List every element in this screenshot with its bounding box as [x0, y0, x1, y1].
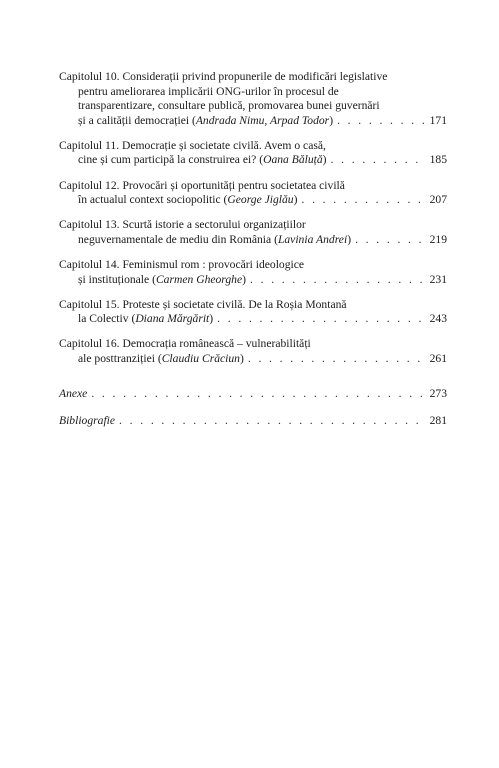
toc-entry-close-paren: ) — [329, 113, 334, 127]
toc-entry-chapter-12[interactable] — [59, 179, 447, 208]
toc-entry-authors: Lavinia Andrei — [277, 232, 348, 246]
toc-entry-title-text: cine și cum participă la construirea ei? ( — [78, 153, 264, 167]
toc-entry-authors: Claudiu Crăciun — [161, 351, 240, 365]
toc-entry-last-line — [59, 352, 447, 367]
toc-entry-authors: Diana Mărgărit — [135, 312, 210, 326]
toc-entry-title-line: Capitolul 13. Scurtă istorie a sectorului organizațiilor — [59, 218, 306, 232]
dot-leader — [331, 153, 426, 168]
toc-entry-chapter-11[interactable] — [59, 139, 447, 168]
page-number: 261 — [429, 351, 447, 365]
appendix-list — [59, 387, 447, 429]
toc-entry-close-paren: ) — [239, 351, 244, 365]
toc-entry-close-paren: ) — [347, 232, 352, 246]
dot-leader — [91, 387, 425, 402]
toc-entry-last-line — [59, 312, 447, 327]
toc-entry-last-line — [59, 114, 447, 129]
toc-entry-title-line: Capitolul 15. Proteste și societate civilă. De la Roșia Montană — [59, 297, 347, 311]
toc-entry-last-line — [59, 233, 447, 248]
toc-entry-last-line — [59, 193, 447, 208]
toc-entry-title-end — [78, 352, 244, 367]
page-number: 273 — [429, 386, 447, 400]
page-number: 207 — [429, 193, 447, 207]
toc-entry-line — [59, 387, 447, 402]
toc-entry-title-line: pentru ameliorarea implicării ONG-urilor în procesul de — [78, 84, 339, 98]
dot-leader — [217, 312, 425, 327]
toc-entry-authors: George Jiglău — [227, 193, 294, 207]
toc-entry-title-text: în actualul context sociopolitic ( — [78, 193, 228, 207]
toc-entry-authors: Andrada Nimu, Arpad Todor — [195, 113, 330, 127]
toc-entry-chapter-15[interactable] — [59, 298, 447, 327]
toc-entry-close-paren: ) — [322, 153, 327, 167]
toc-entry-title-text: și instituționale ( — [78, 272, 156, 286]
toc-entry-title-text: la Colectiv ( — [78, 312, 136, 326]
page-number: 171 — [429, 113, 447, 127]
toc-entry-title-line: Capitolul 10. Considerații privind propunerile de modificări legislative — [59, 70, 388, 83]
table-of-contents — [59, 70, 447, 442]
page-number: 219 — [429, 232, 447, 246]
toc-entry-bibliografie[interactable] — [59, 414, 447, 429]
page-number: 281 — [429, 414, 447, 428]
toc-entry-title-end — [78, 273, 246, 288]
toc-entry-last-line — [59, 273, 447, 288]
page-number: 243 — [429, 312, 447, 326]
dot-leader — [250, 273, 426, 288]
toc-entry-title-end — [78, 193, 297, 208]
toc-entry-authors: Carmen Gheorghe — [155, 272, 243, 286]
toc-entry-line — [59, 414, 447, 429]
toc-entry-title-end — [78, 153, 327, 168]
toc-entry-title-text: ale posttranziției ( — [78, 351, 162, 365]
toc-entry-close-paren: ) — [293, 193, 298, 207]
toc-entry-title-line: Capitolul 14. Feminismul rom : provocări ideologice — [59, 257, 305, 271]
dot-leader — [248, 352, 426, 367]
page-number: 231 — [429, 272, 447, 286]
dot-leader — [301, 193, 425, 208]
toc-entry-authors: Oana Băluță — [263, 153, 323, 167]
dot-leader — [119, 414, 426, 429]
toc-entry-title-line: Capitolul 12. Provocări și oportunități pentru societatea civilă — [59, 178, 345, 192]
toc-entry-chapter-16[interactable] — [59, 337, 447, 366]
toc-entry-title-line: Capitolul 11. Democrație și societate civilă. Avem o casă, — [59, 138, 326, 152]
toc-entry-anexe[interactable] — [59, 387, 447, 402]
toc-entry-chapter-13[interactable] — [59, 218, 447, 247]
toc-entry-title-end — [78, 233, 351, 248]
dot-leader — [337, 114, 426, 129]
toc-entry-title: Anexe — [59, 386, 88, 400]
toc-entry-close-paren: ) — [242, 272, 247, 286]
toc-entry-last-line — [59, 153, 447, 168]
toc-entry-title: Bibliografie — [59, 414, 116, 428]
toc-entry-title-end — [78, 114, 333, 129]
toc-entry-title-text: neguvernamentale de mediu din România ( — [78, 232, 278, 246]
toc-entry-title-line: transparentizare, consultare publică, promovarea bunei guvernări — [78, 99, 380, 113]
dot-leader — [355, 233, 426, 248]
toc-entry-close-paren: ) — [209, 312, 214, 326]
toc-entry-title-line: Capitolul 16. Democrația românească – vulnerabilități — [59, 337, 311, 351]
toc-entry-title-text: și a calității democrației ( — [78, 113, 196, 127]
chapter-list — [59, 70, 447, 367]
toc-entry-chapter-10[interactable] — [59, 70, 447, 128]
toc-entry-title-end — [78, 312, 213, 327]
page-number: 185 — [429, 153, 447, 167]
toc-entry-chapter-14[interactable] — [59, 258, 447, 287]
